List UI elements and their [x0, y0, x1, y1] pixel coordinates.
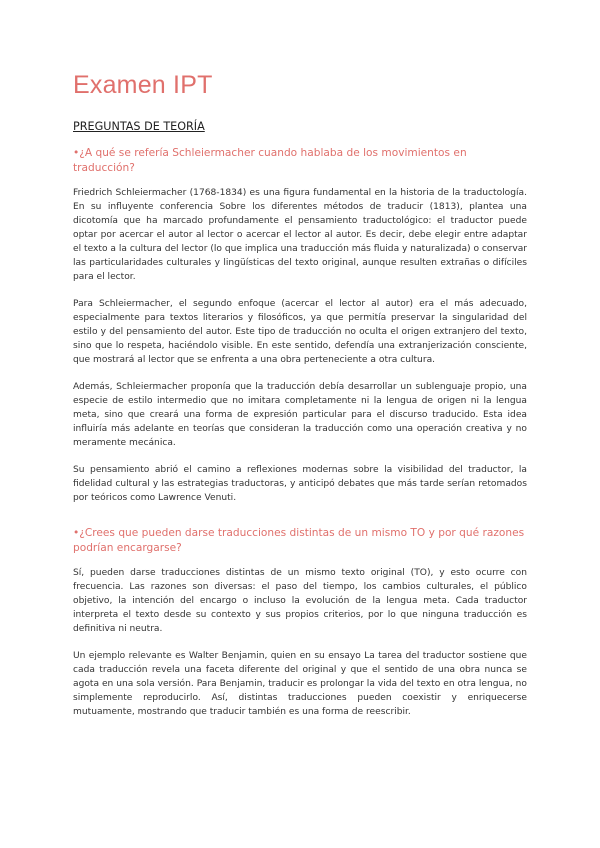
spacer — [73, 518, 527, 526]
question-1: •¿A qué se refería Schleiermacher cuando hablaba de los movimientos en traducción? — [73, 147, 467, 174]
q1-paragraph-4: Su pensamiento abrió el camino a reflexiones modernas sobre la visibilidad del traductor, la fidelidad cultural y las estrategias traductoras, y anticipó debates que más tarde serían retomados por teóricos como Lawrence Venuti. — [73, 465, 527, 503]
q2-paragraph-1: Sí, pueden darse traducciones distintas de un mismo texto original (TO), y esto ocurre con frecuencia. Las razones son diversas: el paso del tiempo, los cambios culturales, el público objetivo, la intención del encargo o incluso la evolución de la lengua meta. Cada traductor interpreta el texto desde su contexto y sus propios criterios, por lo que ninguna traducción es definitiva ni neutra. — [73, 568, 527, 634]
page-title: Examen IPT — [73, 71, 213, 99]
q1-paragraph-1: Friedrich Schleiermacher (1768-1834) es una figura fundamental en la historia de la traductología. En su influyente conferencia Sobre los diferentes métodos de traducir (1813), plantea una dicotomía que ha marcado profundamente el pensamiento traductológico: el traductor puede optar por acercar el autor al lector o acercar el lector al autor. Es decir, debe elegir entre adaptar el texto a la cultura del lector (lo que implica una traducción más fluida y naturalizada) o conservar las particularidades culturales y lingüísticas del texto original, aunque resulten extrañas o difíciles para el lector. — [73, 188, 528, 282]
section-heading: PREGUNTAS DE TEORÍA — [73, 120, 205, 133]
q1-paragraph-2: Para Schleiermacher, el segundo enfoque (acercar el lector al autor) era el más adecuado, especialmente para textos literarios y filosóficos, ya que permitía preservar la singularidad del estilo y del pensamiento del autor. Este tipo de traducción no oculta el origen extranjero del texto, sino que lo respeta, haciéndolo visible. En este sentido, defendía una extranjerización consciente, que mostrará al lector que se enfrenta a una obra perteneciente a otra cultura. — [73, 299, 527, 365]
q2-paragraph-2: Un ejemplo relevante es Walter Benjamin, quien en su ensayo La tarea del traductor sostiene que cada traducción revela una faceta diferente del original y que el sentido de una obra nunca se agota en una sola versión. Para Benjamin, traducir es prolongar la vida del texto en otra lengua, no simplemente reproducirlo. Así, distintas traducciones pueden coexistir y enriquecerse mutuamente, mostrando que traducir también es una forma de reescribir. — [73, 651, 527, 717]
q1-paragraph-3: Además, Schleiermacher proponía que la traducción debía desarrollar un sublenguaje propio, una especie de estilo intermedio que no imitara completamente ni la lengua de origen ni la lengua meta, sino que creará una forma de expresión particular para el discurso traducido. Esta idea influiría más adelante en teorías que consideran la traducción como una operación creativa y no meramente mecánica. — [73, 382, 527, 448]
question-2: •¿Crees que pueden darse traducciones distintas de un mismo TO y por qué razones podrían encargarse? — [73, 527, 525, 554]
